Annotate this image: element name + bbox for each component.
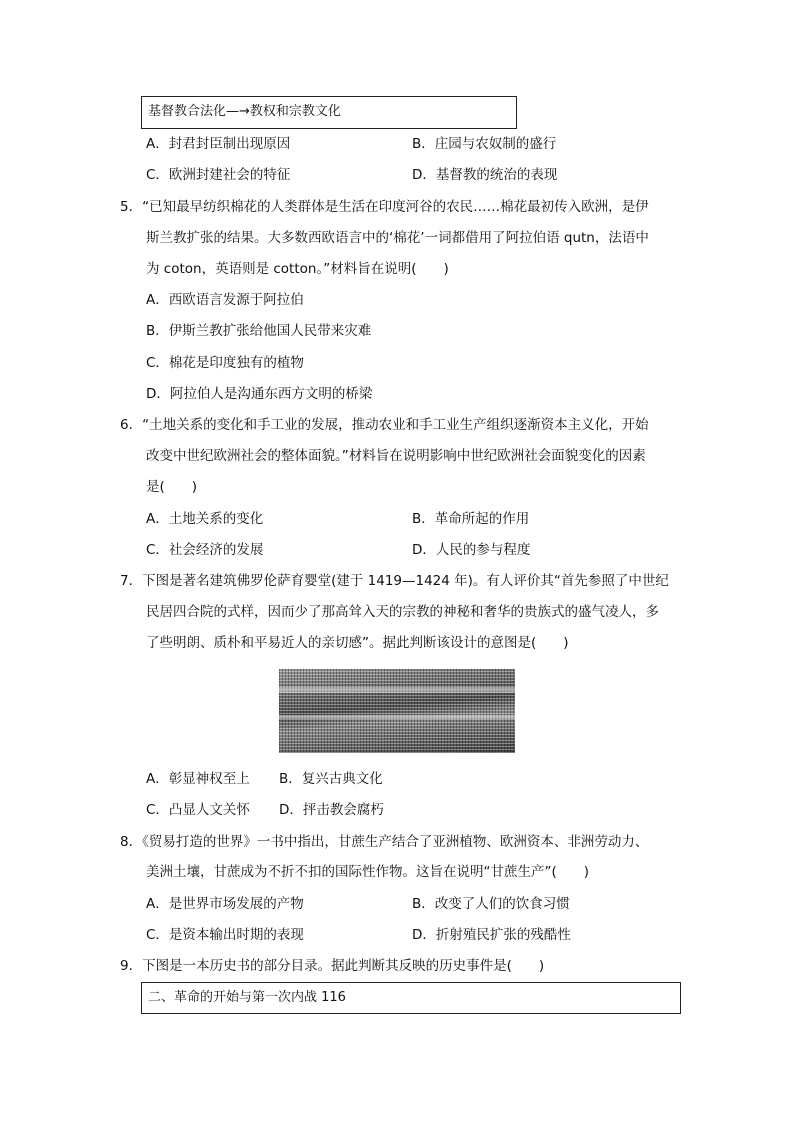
q6-option-d: D．人民的参与程度	[412, 542, 531, 558]
q5-stem-line-2: 斯兰教扩张的结果。大多数西欧语言中的‘棉花’一词都借用了阿拉伯语 qutn，法语中	[146, 230, 649, 246]
q7-option-b: B．复兴古典文化	[279, 771, 383, 787]
photo-arcade-band	[279, 687, 515, 693]
q5-option-b: B．伊斯兰教扩张给他国人民带来灾难	[146, 323, 372, 339]
q8-option-c: C．是资本输出时期的表现	[146, 927, 304, 943]
q8-stem-line-2: 美洲土壤，甘蔗成为不折不扣的国际性作物。这旨在说明“甘蔗生产”( )	[146, 864, 590, 880]
q5-stem-line-3: 为 coton，英语则是 cotton。”材料旨在说明( )	[146, 261, 449, 277]
q6-option-b: B．革命所起的作用	[412, 511, 530, 527]
q9-stem-line-1: 9．下图是一本历史书的部分目录。据此判断其反映的历史事件是( )	[120, 958, 545, 974]
q6-stem-line-1: 6．“土地关系的变化和手工业的发展，推动农业和手工业生产组织逐渐资本主义化，开始	[120, 417, 649, 433]
q7-stem-line-1: 7．下图是著名建筑佛罗伦萨育婴堂(建于 1419—1424 年)。有人评价其“首先参照了中世纪	[120, 573, 669, 589]
q6-stem-line-2: 改变中世纪欧洲社会的整体面貌。”材料旨在说明影响中世纪欧洲社会面貌变化的因素	[146, 448, 646, 464]
q7-option-c: C．凸显人文关怀	[146, 802, 250, 818]
q8-option-d: D．折射殖民扩张的残酷性	[412, 927, 571, 943]
florence-foundling-hospital-photo	[279, 669, 515, 753]
q6-option-a: A．土地关系的变化	[146, 511, 264, 527]
table-of-contents-box: 二、革命的开始与第一次内战 116	[141, 982, 681, 1014]
q4-option-c: C．欧洲封建社会的特征	[146, 167, 291, 183]
q6-option-c: C．社会经济的发展	[146, 542, 264, 558]
q7-option-d: D．抨击教会腐朽	[279, 802, 384, 818]
q7-option-a: A．彰显神权至上	[146, 771, 250, 787]
q8-option-b: B．改变了人们的饮食习惯	[412, 896, 570, 912]
material-box: 基督教合法化—→教权和宗教文化	[141, 96, 517, 129]
q7-stem-line-3: 了些明朗、质朴和平易近人的亲切感”。据此判断该设计的意图是( )	[146, 635, 569, 651]
q5-stem-line-1: 5．“已知最早纺织棉花的人类群体是生活在印度河谷的农民……棉花最初传入欧洲，是伊	[120, 199, 649, 215]
q5-option-d: D．阿拉伯人是沟通东西方文明的桥梁	[146, 386, 373, 402]
q5-option-c: C．棉花是印度独有的植物	[146, 355, 304, 371]
q7-stem-line-2: 民居四合院的式样，因而少了那高耸入天的宗教的神秘和奢华的贵族式的盛气凌人，多	[146, 604, 659, 620]
q8-stem-line-1: 8．《贸易打造的世界》一书中指出，甘蔗生产结合了亚洲植物、欧洲资本、非洲劳动力、	[120, 834, 649, 850]
q4-option-a: A．封君封臣制出现原因	[146, 136, 291, 152]
q5-option-a: A．西欧语言发源于阿拉伯	[146, 292, 304, 308]
q6-stem-line-3: 是( )	[146, 479, 198, 495]
photo-arcade-band	[279, 715, 515, 719]
q4-option-b: B．庄园与农奴制的盛行	[412, 136, 557, 152]
q4-option-d: D．基督教的统治的表现	[412, 167, 558, 183]
q8-option-a: A．是世界市场发展的产物	[146, 896, 304, 912]
